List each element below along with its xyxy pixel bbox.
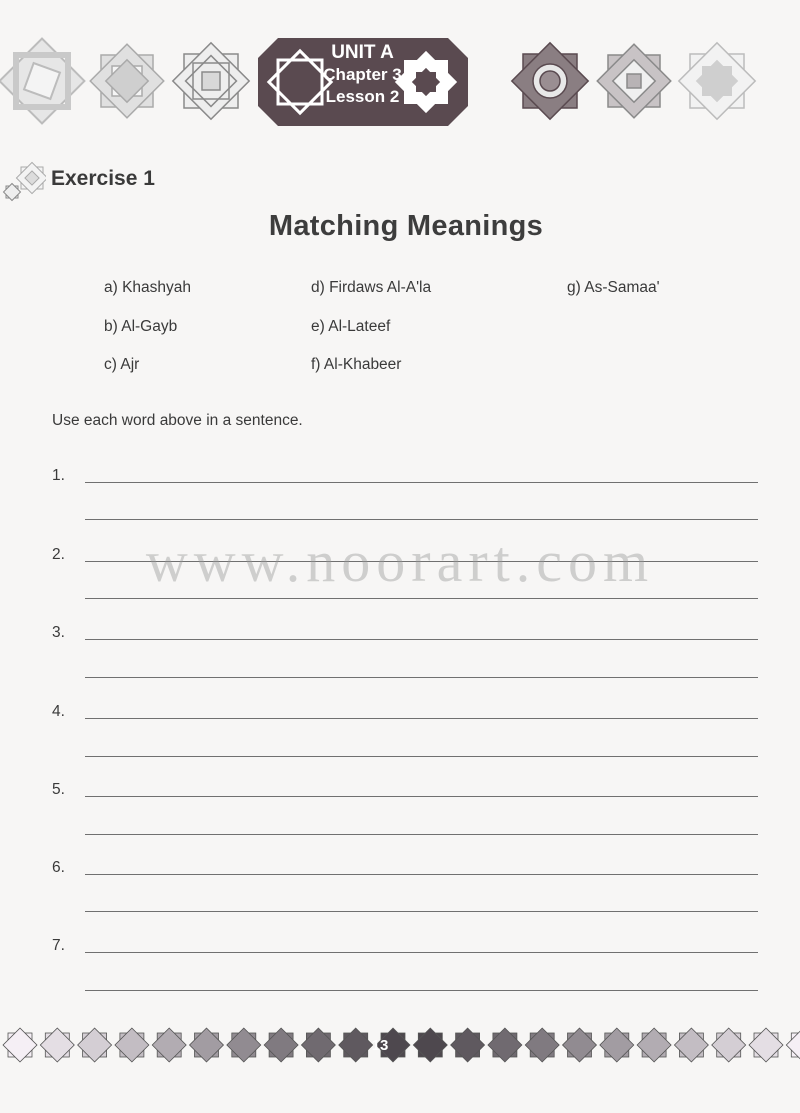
footer-star-icon	[749, 1028, 783, 1062]
word-item-c: c) Ajr	[104, 356, 140, 373]
page-title: Matching Meanings	[268, 210, 544, 242]
sentence-number: 1.	[52, 467, 65, 484]
star-ornament-icon	[597, 44, 671, 118]
sentence-number: 3.	[52, 624, 65, 641]
sentence-number: 4.	[52, 703, 65, 720]
lesson-label: Lesson 2	[325, 87, 400, 106]
footer-star-icon	[3, 1028, 37, 1062]
unit-heading	[300, 42, 425, 108]
footer-star-icon	[488, 1028, 522, 1062]
writing-line[interactable]	[85, 677, 758, 678]
star-ornament-icon	[90, 44, 164, 118]
writing-line[interactable]	[85, 482, 758, 483]
star-ornament-icon	[173, 43, 249, 119]
word-item-b: b) Al-Gayb	[104, 318, 178, 335]
page-number: 13	[371, 1037, 389, 1054]
footer-star-icon	[786, 1028, 800, 1062]
sentence-number: 2.	[52, 546, 65, 563]
sentence-number: 7.	[52, 937, 65, 954]
instruction-text: Use each word above in a sentence.	[52, 412, 303, 429]
star-ornament-icon	[679, 43, 755, 119]
footer-ornament-band	[0, 1025, 800, 1065]
exercise-star-icon	[2, 160, 46, 204]
writing-line[interactable]	[85, 952, 758, 953]
footer-star-icon	[712, 1028, 746, 1062]
footer-star-icon	[227, 1028, 261, 1062]
writing-line[interactable]	[85, 756, 758, 757]
footer-star-icon	[413, 1028, 447, 1062]
writing-line[interactable]	[85, 834, 758, 835]
footer-star-icon	[40, 1028, 74, 1062]
star-ornament-icon	[0, 39, 84, 124]
footer-star-icon	[264, 1028, 298, 1062]
word-item-d: d) Firdaws Al-A'la	[311, 279, 432, 296]
footer-star-icon	[152, 1028, 186, 1062]
footer-star-icon	[190, 1028, 224, 1062]
footer-star-icon	[674, 1028, 708, 1062]
star-ornament-icon	[512, 43, 588, 119]
footer-star-icon	[301, 1028, 335, 1062]
writing-line[interactable]	[85, 519, 758, 520]
unit-label: UNIT A	[331, 42, 394, 63]
writing-line[interactable]	[85, 718, 758, 719]
writing-line[interactable]	[85, 874, 758, 875]
watermark: www.noorart.com	[145, 529, 655, 594]
footer-star-icon	[637, 1028, 671, 1062]
word-item-g: g) As-Samaa'	[567, 279, 660, 296]
footer-star-icon	[600, 1028, 634, 1062]
word-item-a: a) Khashyah	[104, 279, 192, 296]
footer-star-icon	[451, 1028, 485, 1062]
word-item-e: e) Al-Lateef	[311, 318, 391, 335]
writing-line[interactable]	[85, 990, 758, 991]
writing-line[interactable]	[85, 796, 758, 797]
writing-line[interactable]	[85, 639, 758, 640]
writing-line[interactable]	[85, 911, 758, 912]
word-item-f: f) Al-Khabeer	[311, 356, 402, 373]
footer-star-icon	[115, 1028, 149, 1062]
footer-star-icon	[563, 1028, 597, 1062]
writing-line[interactable]	[85, 598, 758, 599]
footer-star-icon	[78, 1028, 112, 1062]
footer-star-icon	[525, 1028, 559, 1062]
sentence-number: 6.	[52, 859, 65, 876]
exercise-label: Exercise 1	[51, 167, 155, 190]
sentence-number: 5.	[52, 781, 65, 798]
chapter-label: Chapter 3	[323, 65, 402, 84]
